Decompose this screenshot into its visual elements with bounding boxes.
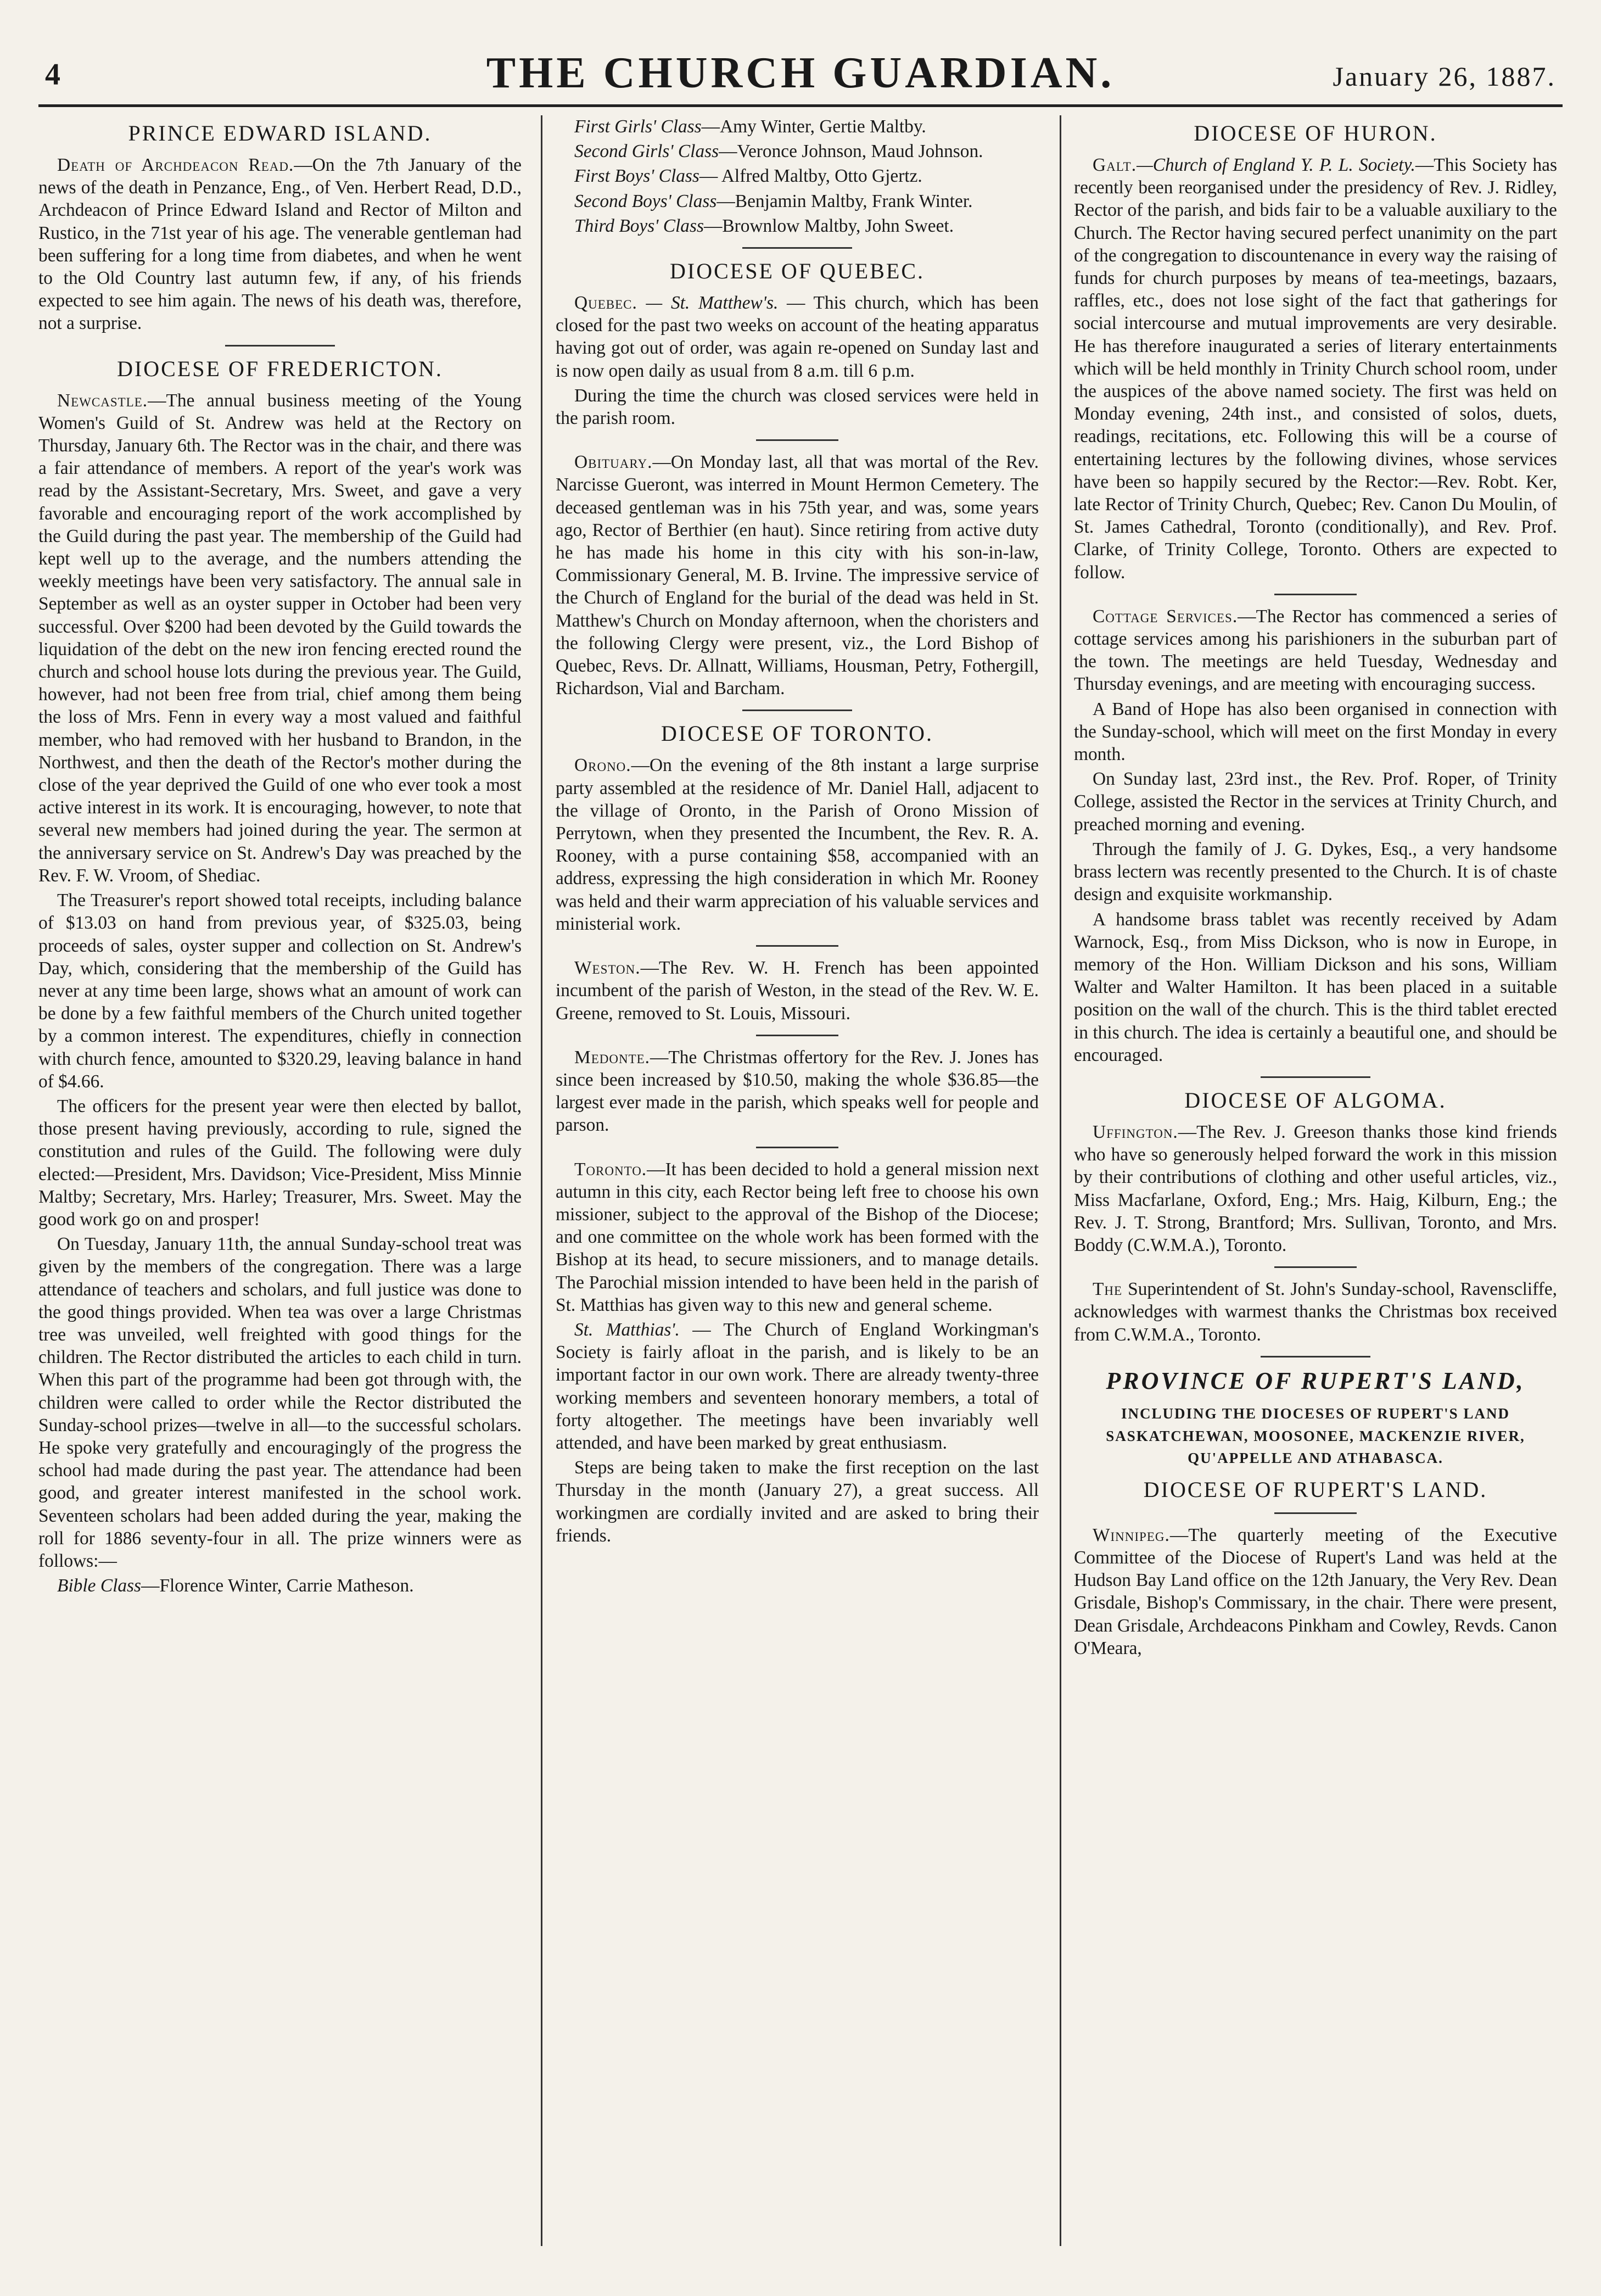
- article-paragraph: [1074, 605, 1557, 696]
- article-paragraph: [556, 1046, 1039, 1137]
- paragraph-lead: Orono.: [574, 755, 631, 776]
- section-heading: PROVINCE OF RUPERT'S LAND,: [1106, 1367, 1525, 1394]
- paragraph-lead: Galt.: [1093, 155, 1137, 175]
- paragraph-text: —The annual business meeting of the Young Women's Guild of St. Andrew was held at the Rectory on Thursday, January 6th. The Rector was in the chair, and there was a fair attendance of members. A report of the year's work was read by the Assistant-Secretary, Mrs. Sweet, and gave a very favorable and encouraging report of the work accomplished by the Guild during the past year. The membership of the Guild had kept well up to the average, and the numbers attending the weekly meetings have been very satisfactory. The annual sale in September as well as an oyster supper in October had been very successful. Over $200 had been devoted by the Guild towards the liquidation of the debt on the new iron fencing erected round the church and school house lots during the previous year. The Guild, however, had not been free from trial, chief among them being the loss of Mrs. Fenn in every way a most valued and faithful member, who had removed with her husband to Brandon, in the Northwest, and then the death of the Rector's mother during the close of the year deprived the Guild of one who ever took a most active interest in its work. It is encouraging, however, to note that several new members had joined during the year. The sermon at the anniversary service on St. Andrew's Day was preached by the Rev. F. W. Vroom, of Shediac.: [38, 390, 522, 886]
- section-rule: [1261, 1076, 1370, 1078]
- column-divider: [541, 115, 542, 2246]
- page-number: 4: [45, 58, 60, 92]
- section-heading: DIOCESE OF TORONTO.: [661, 721, 933, 746]
- paragraph-text: —The Rev. J. Greeson thanks those kind friends who have so generously helped forward the work in this mission by their contributions of clothing and other useful articles, viz., Miss Macfarlane, Oxford, Eng.; Mrs. Haig, Kilburn, Eng.; the Rev. J. T. Strong, Brantford; Mrs. Sullivan, Toronto, and Mrs. Boddy (C.W.M.A.), Toronto.: [1074, 1121, 1557, 1255]
- section-rule: [1261, 1356, 1370, 1358]
- paragraph-subject: — St. Matthew's.: [637, 293, 779, 314]
- paragraph-lead: Uffington.: [1093, 1121, 1178, 1142]
- paragraph-text: —It has been decided to hold a general mission next autumn in this city, each Rector being left free to choose his own missioner, subject to the approval of the Bishop of the Diocese; and one committee on the whole work has been formed with the Bishop at its head, to secure missioners, and to manage details. The Parochial mission intended to have been held in the parish of St. Matthias has given way to this new and general scheme.: [556, 1159, 1039, 1315]
- article-paragraph: [556, 292, 1039, 382]
- paragraph-lead: St. Matthias'.: [574, 1319, 680, 1340]
- prize-list-item: [556, 165, 1039, 187]
- article-paragraph: The Treasurer's report showed total receipts, including balance of $13.03 on hand from previous year, of $325.03, being proceeds of sales, oyster supper and collection on St. Andrew's Day, which, considering that the membership of the Guild has never at any time been large, shows what an amount of work can be done by a few faithful members of the Church united together by a common interest. The expenditures, chiefly in connection with church fence, amounted to $320.29, leaving balance in hand of $4.66.: [38, 890, 522, 1092]
- paragraph-lead: Weston.: [574, 958, 641, 979]
- article-paragraph: [556, 451, 1039, 700]
- paragraph-rule: [756, 1035, 838, 1036]
- paragraph-rule: [756, 945, 838, 947]
- section-rule: [225, 345, 335, 347]
- paragraph-lead: First Boys' Class: [574, 166, 699, 187]
- article-paragraph: A Band of Hope has also been organised in connection with the Sunday-school, which will meet on the first Monday in every month.: [1074, 699, 1557, 765]
- paragraph-text: — This church, which has been closed for the past two weeks on account of the heating apparatus having got out of order, was again re-opened on Sunday last and is now open daily as usual from 8 a.m. till 6 p.m.: [556, 293, 1039, 381]
- paragraph-lead: Second Boys' Class: [574, 191, 717, 211]
- paragraph-text: Superintendent of St. John's Sunday-school, Ravenscliffe, acknowledges with warmest thanks the Christmas box received from C.W.M.A., Toronto.: [1074, 1279, 1557, 1345]
- article-paragraph: [38, 1574, 522, 1597]
- section-heading: DIOCESE OF RUPERT'S LAND.: [1143, 1477, 1488, 1502]
- prize-list-item: [556, 190, 1039, 213]
- article-paragraph: [38, 154, 522, 335]
- article-paragraph: The officers for the present year were then elected by ballot, those present having previously, according to rule, signed the constitution and rules of the Guild. The following were duly elected:—President, Mrs. Davidson; Vice-President, Miss Minnie Maltby; Secretary, Mrs. Harley; Treasurer, Mrs. Sweet. May the good work go on and prosper!: [38, 1096, 522, 1230]
- section-rule: [742, 710, 852, 711]
- paragraph-rule: [1274, 1512, 1357, 1514]
- article-paragraph: [1074, 1278, 1557, 1346]
- paragraph-rule: [1274, 1266, 1357, 1268]
- paragraph-text: —Veronce Johnson, Maud Johnson.: [719, 141, 983, 162]
- article-paragraph: [556, 754, 1039, 935]
- article-paragraph: [556, 957, 1039, 1025]
- article-paragraph: [556, 1319, 1039, 1454]
- section-heading: PRINCE EDWARD ISLAND.: [128, 121, 432, 146]
- paragraph-lead: Third Boys' Class: [574, 215, 704, 236]
- article-paragraph: A handsome brass tablet was recently received by Adam Warnock, Esq., from Miss Dickson, who is now in Europe, in memory of the Hon. William Dickson and his sons, William Walter and Walter Hamilton. It has been placed in a suitable position on the wall of the church. This is the third tablet erected in this church. The idea is certainly a beautiful one, and should be encouraged.: [1074, 909, 1557, 1065]
- subheading-line: INCLUDING THE DIOCESES OF RUPERT'S LAND: [1121, 1405, 1510, 1422]
- issue-date: January 26, 1887.: [1333, 61, 1556, 92]
- paragraph-text: —Benjamin Maltby, Frank Winter.: [716, 191, 973, 211]
- article-paragraph: [556, 1158, 1039, 1316]
- paragraph-lead: First Girls' Class: [574, 116, 702, 137]
- paragraph-lead: Newcastle.: [57, 390, 148, 411]
- subheading-line: SASKATCHEWAN, MOOSONEE, MACKENZIE RIVER,: [1106, 1427, 1525, 1444]
- paragraph-lead: Obituary.: [574, 452, 653, 473]
- paragraph-text: —The Rector has commenced a series of cottage services among his parishioners in the suburban part of the town. The meetings are held Tuesday, Wednesday and Thursday evenings, and are meeting with encouraging success.: [1074, 606, 1557, 695]
- newspaper-title: THE CHURCH GUARDIAN.: [486, 49, 1115, 97]
- article-paragraph: On Tuesday, January 11th, the annual Sunday-school treat was given by the members of the congregation. There was a large attendance of teachers and scholars, and full justice was done to the good things provided. When tea was over a large Christmas tree was unveiled, well freighted with good things for the children. The Rector distributed the articles to each child in turn. When this part of the programme had been got through with, the children were called to order while the Rector distributed the Sunday-school prizes—twelve in all—to the successful scholars. He spoke very gratefully and encouragingly of the progress the school had made during the past year. The attendance had been good, and greater interest manifested in the school work. Seventeen scholars had been added during the year, making the roll for 1886 seventy-four in all. The prize winners were as follows:—: [38, 1234, 522, 1571]
- paragraph-text: —Brownlow Maltby, John Sweet.: [703, 215, 954, 236]
- column-divider: [1060, 115, 1061, 2246]
- section-rule: [742, 247, 852, 249]
- paragraph-lead: The: [1093, 1279, 1123, 1300]
- paragraph-rule: [1274, 594, 1357, 595]
- masthead: [38, 38, 1563, 107]
- section-heading: DIOCESE OF FREDERICTON.: [117, 356, 443, 381]
- prize-list-item: [556, 115, 1039, 138]
- section-subheading: [1074, 1403, 1557, 1470]
- section-heading: DIOCESE OF QUEBEC.: [669, 259, 925, 284]
- article-paragraph: [38, 389, 522, 887]
- article-paragraph: Steps are being taken to make the first reception on the last Thursday in the month (January 27), a great success. All workingmen are cordially invited and are asked to bring their friends.: [556, 1457, 1039, 1546]
- column-2: [556, 115, 1039, 2252]
- paragraph-text: —The Rev. W. H. French has been appointed incumbent of the parish of Weston, in the stead of the Rev. W. E. Greene, removed to St. Louis, Missouri.: [556, 958, 1039, 1024]
- paragraph-lead: Death of Archdeacon Read.: [57, 155, 294, 175]
- paragraph-text: — The Church of England Workingman's Society is fairly afloat in the parish, and is likely to be an important factor in our own work. There are already twenty-three working members and seventeen honorary members, a total of forty altogether. The meetings have been invariably well attended, and have been marked by great enthusiasm.: [556, 1319, 1039, 1453]
- paragraph-lead: Cottage Services.: [1093, 606, 1238, 627]
- paragraph-text: —This Society has recently been reorganised under the presidency of Rev. J. Ridley, Rector of the parish, and bids fair to be a valuable auxiliary to the Church. The Rector having secured perfect unanimity on the part of the congregation to discountenance in every way the raising of funds for church purposes by means of tea-meetings, bazaars, raffles, etc., does not lose sight of the fact that gatherings for social intercourse and mutual improvements are very desirable. He has therefore inaugurated a series of literary entertainments which will be held monthly in Trinity Church school room, under the auspices of the above named society. The first was held on Monday evening, 24th inst., and consisted of solos, duets, readings, recitations, etc. Following this will be a course of entertaining lectures by the following divines, whose services have been so happily secured by the Rector:—Rev. Robt. Ker, late Rector of Trinity Church, Quebec; Rev. Canon Du Moulin, of St. James Cathedral, Toronto (conditionally), and Rev. Prof. Clarke, of Trinity College, Toronto. Others are expected to follow.: [1074, 155, 1557, 583]
- newspaper-page: [38, 38, 1563, 2257]
- section-heading: DIOCESE OF ALGOMA.: [1184, 1087, 1447, 1113]
- column-3: [1074, 115, 1557, 2252]
- paragraph-text: — Alfred Maltby, Otto Gjertz.: [699, 166, 922, 187]
- article-paragraph: [1074, 154, 1557, 584]
- article-paragraph: Through the family of J. G. Dykes, Esq., a very handsome brass lectern was recently presented to the Church. It is of chaste design and exquisite workmanship.: [1074, 839, 1557, 905]
- paragraph-lead: Winnipeg.: [1093, 1524, 1170, 1545]
- paragraph-text: —On Monday last, all that was mortal of the Rev. Narcisse Gueront, was interred in Mount Hermon Cemetery. The deceased gentleman was in his 75th year, and was, some years ago, Rector of Berthier (en haut). Since retiring from active duty he has made his home in this city with his son-in-law, Commissionary General, M. B. Irvine. The impressive service of the Church of England for the burial of the dead was held in St. Matthew's Church on Monday afternoon, when the choristers and the following Clergy were present, viz., the Lord Bishop of Quebec, Revs. Dr. Allnatt, Williams, Housman, Petry, Fothergill, Richardson, Vial and Barcham.: [556, 452, 1039, 699]
- paragraph-text: —The quarterly meeting of the Executive Committee of the Diocese of Rupert's Land was held at the Hudson Bay Land office on the 12th January, the Very Rev. Dean Grisdale, Bishop's Commissary, in the chair. There were present, Dean Grisdale, Archdeacons Pinkham and Cowley, Revds. Canon O'Meara,: [1074, 1524, 1557, 1658]
- paragraph-lead: Medonte.: [574, 1047, 651, 1068]
- paragraph-lead: Toronto.: [574, 1159, 647, 1180]
- subheading-line: QU'APPELLE AND ATHABASCA.: [1188, 1450, 1443, 1467]
- column-1: [38, 115, 522, 2252]
- paragraph-lead: Bible Class: [57, 1576, 142, 1596]
- article-paragraph: On Sunday last, 23rd inst., the Rev. Prof. Roper, of Trinity College, assisted the Rector in the services at Trinity Church, and preached morning and evening.: [1074, 769, 1557, 835]
- paragraph-text: —The Christmas offertory for the Rev. J. Jones has since been increased by $10.50, making the whole $36.85—the largest ever made in the parish, which speaks well for people and parson.: [556, 1047, 1039, 1136]
- article-paragraph: [1074, 1524, 1557, 1660]
- paragraph-text: —On the 7th January of the news of the death in Penzance, Eng., of Ven. Herbert Read, D.D., Archdeacon of Prince Edward Island and Rector of Milton and Rustico, in the 71st year of his age. The venerable gentleman had been suffering for a long time from diabetes, and when he went to the Old Country last autumn few, if any, of his friends expected to see him again. The news of his death was, therefore, not a surprise.: [38, 155, 522, 334]
- paragraph-text: —Florence Winter, Carrie Matheson.: [141, 1576, 414, 1596]
- paragraph-subject: —Church of England Y. P. L. Society.: [1137, 155, 1415, 175]
- paragraph-text: —On the evening of the 8th instant a large surprise party assembled at the residence of Mr. Daniel Hall, adjacent to the village of Oronto, in the Parish of Orono Mission of Perrytown, when they presented the Incumbent, the Rev. R. A. Rooney, with a purse containing $58, accompanied with an address, expressing the high consideration in which Mr. Rooney was held and their warm appreciation of his valuable services and ministerial work.: [556, 755, 1039, 934]
- paragraph-lead: Second Girls' Class: [574, 141, 719, 162]
- article-paragraph: During the time the church was closed services were held in the parish room.: [556, 385, 1039, 429]
- prize-list-item: [556, 140, 1039, 163]
- article-paragraph: [1074, 1121, 1557, 1256]
- paragraph-text: —Amy Winter, Gertie Maltby.: [701, 116, 926, 137]
- paragraph-lead: Quebec.: [574, 293, 637, 314]
- section-heading: DIOCESE OF HURON.: [1194, 121, 1437, 146]
- paragraph-rule: [756, 1147, 838, 1148]
- prize-list-item: [556, 215, 1039, 237]
- paragraph-rule: [756, 439, 838, 441]
